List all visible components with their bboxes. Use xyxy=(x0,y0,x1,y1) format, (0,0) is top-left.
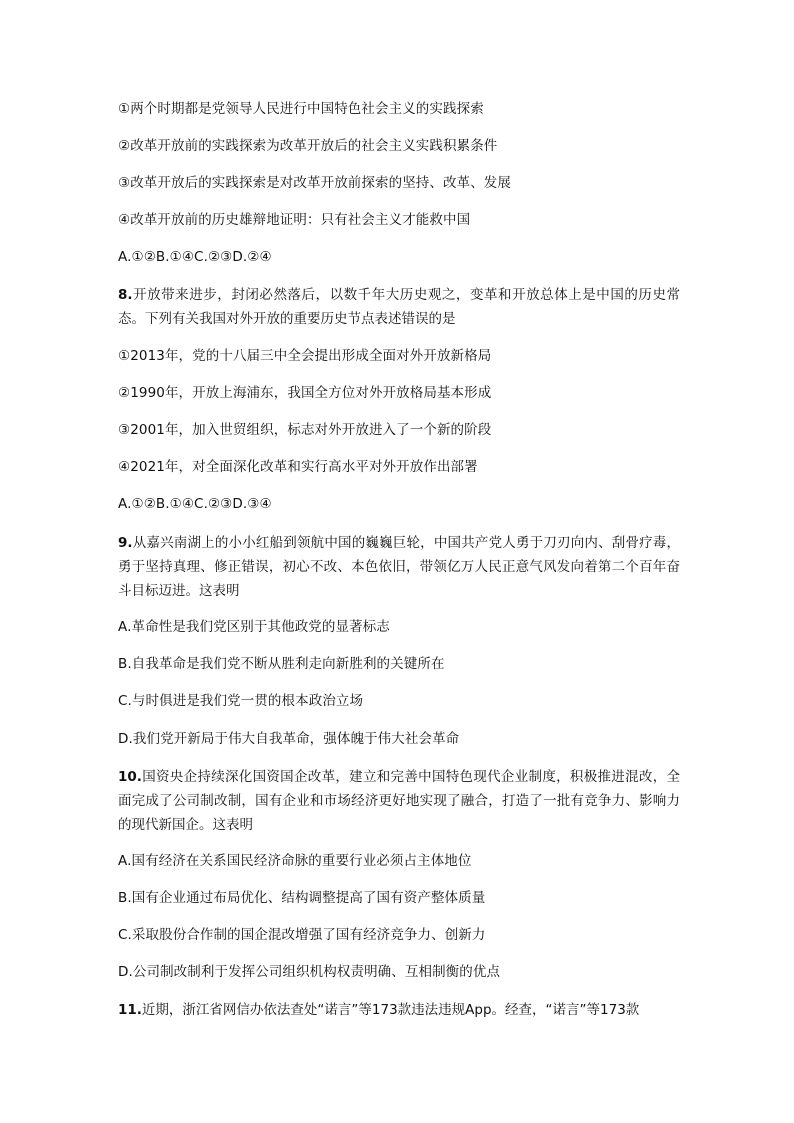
q11-stem-text: 近期，浙江省网信办依法查处“诺言”等173款违法违规App。经查，“诺言”等173款 xyxy=(141,1002,640,1018)
q8-number: 8. xyxy=(118,287,133,303)
q8-option-2: ②1990年，开放上海浦东，我国全方位对外开放格局基本形成 xyxy=(118,385,492,401)
q9-stem-text: 从嘉兴南湖上的小小红船到领航中国的巍巍巨轮，中国共产党人勇于刀刃向内、刮骨疗毒，勇于坚持真理、修正错误，初心不改、本色依旧，带领亿万人民正意气风发向着第二个百年奋斗目标迈进。这表明 xyxy=(118,535,680,599)
q8-option-3: ③2001年，加入世贸组织，标志对外开放进入了一个新的阶段 xyxy=(118,422,492,438)
q10-stem xyxy=(118,765,680,837)
q8-option-4: ④2021年，对全面深化改革和实行高水平对外开放作出部署 xyxy=(118,459,478,475)
q10-option-a: A.国有经济在关系国民经济命脉的重要行业必须占主体地位 xyxy=(118,853,472,869)
q7-option-4: ④改革开放前的历史雄辩地证明：只有社会主义才能救中国 xyxy=(118,212,471,228)
q10-number: 10. xyxy=(118,769,142,785)
q10-option-b: B.国有企业通过布局优化、结构调整提高了国有资产整体质量 xyxy=(118,890,486,906)
q7-option-2: ②改革开放前的实践探索为改革开放后的社会主义实践积累条件 xyxy=(118,138,498,154)
q7-option-1: ①两个时期都是党领导人民进行中国特色社会主义的实践探索 xyxy=(118,101,484,117)
q9-option-c: C.与时俱进是我们党一贯的根本政治立场 xyxy=(118,693,364,709)
q7-answer-choices: A.①②B.①④C.②③D.②④ xyxy=(118,249,272,265)
q9-number: 9. xyxy=(118,535,133,551)
q10-option-d: D.公司制改制利于发挥公司组织机构权责明确、互相制衡的优点 xyxy=(118,964,501,980)
q11-number: 11. xyxy=(118,1002,142,1018)
q8-option-1: ①2013年，党的十八届三中全会提出形成全面对外开放新格局 xyxy=(118,348,492,364)
q11-stem xyxy=(118,998,680,1022)
q9-option-d: D.我们党开新局于伟大自我革命，强体魄于伟大社会革命 xyxy=(118,731,460,747)
q10-option-c: C.采取股份合作制的国企混改增强了国有经济竞争力、创新力 xyxy=(118,927,486,943)
q9-stem xyxy=(118,531,680,603)
q10-stem-text: 国资央企持续深化国资国企改革，建立和完善中国特色现代企业制度，积极推进混改，全面完成了公司制改制，国有企业和市场经济更好地实现了融合，打造了一批有竞争力、影响力的现代新国企。这表明 xyxy=(118,769,680,833)
q8-answer-choices: A.①②B.①④C.②③D.③④ xyxy=(118,496,272,512)
q8-stem-text: 开放带来进步，封闭必然落后，以数千年大历史观之，变革和开放总体上是中国的历史常态。下列有关我国对外开放的重要历史节点表述错误的是 xyxy=(118,287,680,327)
q9-option-b: B.自我革命是我们党不断从胜利走向新胜利的关键所在 xyxy=(118,656,445,672)
q8-stem xyxy=(118,283,680,331)
q7-option-3: ③改革开放后的实践探索是对改革开放前探索的坚持、改革、发展 xyxy=(118,175,512,191)
q9-option-a: A.革命性是我们党区别于其他政党的显著标志 xyxy=(118,619,390,635)
